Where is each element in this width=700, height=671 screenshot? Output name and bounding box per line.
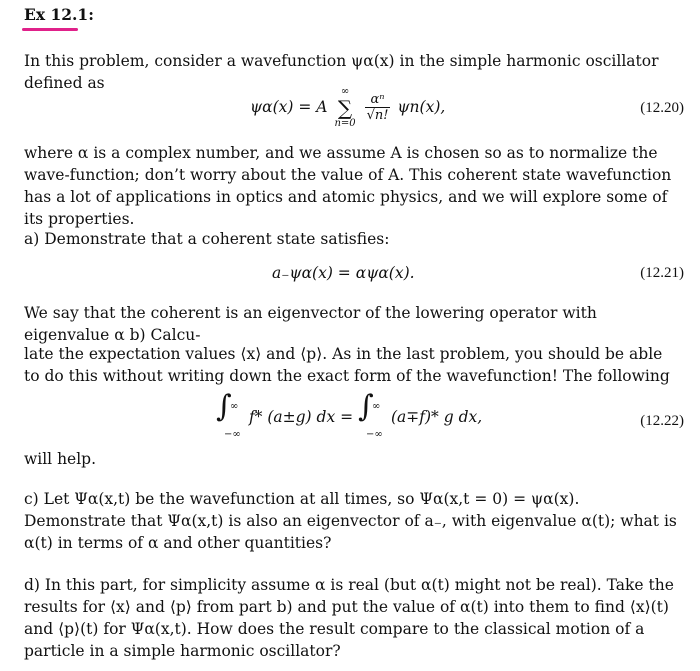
sum-upper-limit: ∞ (340, 86, 350, 97)
exercise-heading: Ex 12.1: (24, 5, 94, 24)
eq1-rhs: ψn(x), (397, 98, 446, 116)
equation-number: (12.21) (640, 265, 684, 281)
eigenvector-sentence: We say that the coherent is an eigenvector of the lowering operator with eigenvalue α b) Calcu- (24, 304, 597, 344)
will-help-text: will help. (24, 450, 97, 468)
part-a-prompt: a) Demonstrate that a coherent state satisfies: (24, 230, 390, 248)
sum-symbol: ∑ (337, 96, 353, 120)
equation-12-20 (24, 84, 684, 134)
coherent-state-paragraph: where α is a complex number, and we assume A is chosen so as to normalize the wave-function; don’t worry about the value of A. This coherent state wavefunction has a lot of applications in optics and atomic physics, and we will explore some of its properties. (24, 144, 672, 228)
equation-12-22 (24, 389, 684, 440)
integral-upper-limit: ∞ (372, 401, 381, 412)
integral-left: ∫ ∞ −∞ (216, 400, 244, 436)
eq1-lhs: ψα(x) = A (250, 98, 328, 116)
equation-12-21 (24, 262, 684, 288)
part-b-paragraph: late the expectation values ⟨x⟩ and ⟨p⟩. As in the last problem, you should be able to do this without writing down the exact form of the wavefunction! The following (24, 345, 670, 385)
fraction-denominator: √n! (366, 108, 389, 123)
eq3-left-integrand: f* (a±g) dx = (248, 408, 354, 426)
equation-number: (12.20) (640, 100, 684, 116)
integral-right: ∫ ∞ −∞ (358, 400, 386, 436)
sum-lower-limit: n=0 (334, 118, 356, 129)
heading-underline (22, 28, 78, 31)
sum-operator (334, 86, 355, 130)
integral-lower-limit: −∞ (366, 429, 383, 440)
fraction-numerator: αⁿ (370, 92, 385, 107)
fraction (365, 92, 391, 124)
part-d-paragraph: d) In this part, for simplicity assume α is real (but α(t) might not be real). Take the results for ⟨x⟩ and ⟨p⟩ from part b) and put the value of α(t) into them to find ⟨x⟩(t) and ⟨p⟩(t) for Ψα(x,t). How does the result compare to the classical motion of a particle in a simple harmonic oscillator? (24, 576, 674, 660)
part-c-paragraph: c) Let Ψα(x,t) be the wavefunction at all times, so Ψα(x,t = 0) = ψα(x). Demonstrate that Ψα(x,t) is also an eigenvector of a₋, with eigenvalue α(t); what is α(t) in terms of α and other quantities? (24, 490, 677, 552)
integral-upper-limit: ∞ (230, 401, 239, 412)
equation-number: (12.22) (640, 413, 684, 429)
eq2-body: a₋ψα(x) = αψα(x). (272, 264, 415, 282)
intro-paragraph: In this problem, consider a wavefunction ψα(x) in the simple harmonic oscillator defined as (24, 52, 659, 92)
eq3-right-integrand: (a∓f)* g dx, (390, 408, 483, 426)
integral-lower-limit: −∞ (224, 429, 241, 440)
